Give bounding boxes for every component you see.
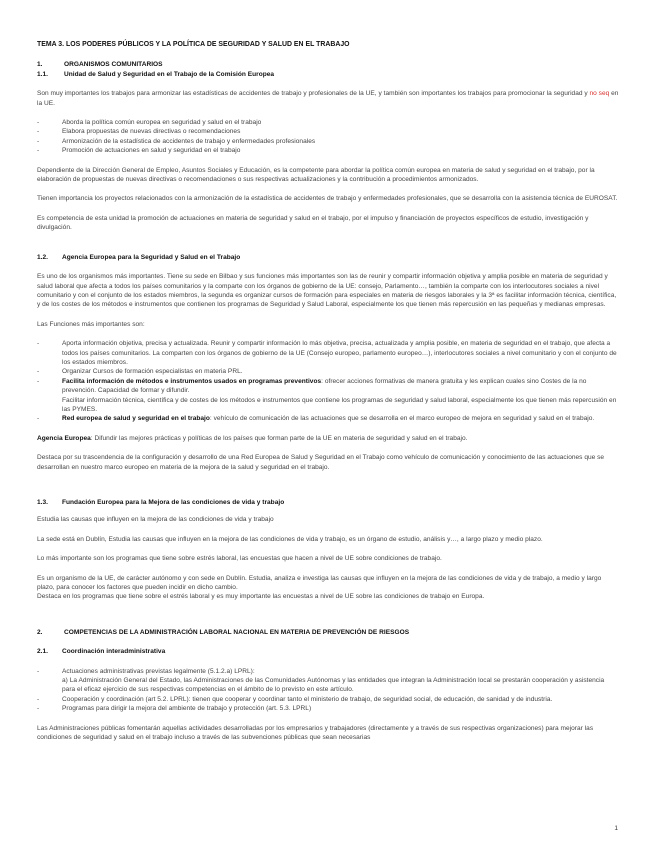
section-number: 1.3. [37, 499, 48, 506]
section-1-1-heading [37, 70, 619, 79]
section-title: Agencia Europea para la Seguridad y Salud en el Trabajo [62, 253, 241, 261]
paragraph: Es un organismo de la UE, de carácter autónomo y con sede en Dublín. Estudia, analiza e investiga las causas que influyen en la mejora de las condiciones de vida y de trabajo, a medio y largo plazo, para conocer los factores que pueden incidir en dicho cambio. [37, 574, 602, 592]
paragraph: Dependiente de la Dirección General de Empleo, Asuntos Sociales y Educación, es la competente para abordar la política común europea en materia de salud y seguridad en el trabajo, por la elaboración de propuestas de nuevas directivas o recomendaciones o sus respectivas actualizaciones y la contribución a procedimientos armonizados. [37, 166, 595, 184]
section-title: Coordinación interadministrativa [62, 648, 166, 656]
paragraph: La sede está en Dublín, Estudia las causas que influyen en la mejora de las condiciones de vida y trabajo, es un órgano de estudio, análisis y…, a largo plazo y medio plazo. [37, 535, 543, 543]
list-item: - Actuaciones administrativas previstas legalmente (5.1.2.a) LPRL): a) La Administración General del Estado, las Administraciones de las Comunidades Autónomas y las entidades que integran la Administración local se prestarán cooperación y asistencia para el eficaz ejercicio de sus respectivas competencias en el ámbito de lo previsto en este artículo. [37, 667, 605, 694]
bullet-list [37, 667, 619, 714]
paragraph: Agencia Europea: Difundir las mejores prácticas y políticas de los países que forman parte de la UE en materia de seguridad y salud en el trabajo. [37, 434, 468, 442]
section-title: Fundación Europea para la Mejora de las condiciones de vida y trabajo [62, 499, 285, 506]
section-1-2-heading [37, 253, 619, 262]
bullet-list [37, 118, 619, 156]
section-title: Unidad de Salud y Seguridad en el Trabajo de la Comisión Europea [64, 70, 275, 78]
paragraph: Las Administraciones públicas fomentarán aquellas actividades desarrolladas por los empresarios y trabajadores (directamente y a través de sus respectivas organizaciones) para mejorar las condiciones de seguridad y salud en el trabajo incluso a través de las subvenciones públicas que sean necesarias [37, 724, 594, 742]
section-number: 1. [37, 61, 43, 69]
paragraph: Las Funciones más importantes son: [37, 320, 145, 328]
list-item: - Cooperación y coordinación (art 5.2. LPRL): tienen que cooperar y coordinar tanto el ministerio de trabajo, de seguridad social, de educación, de sanidad y de industria. [37, 695, 553, 703]
page-number: 1 [614, 825, 618, 832]
list-item: - Elabora propuestas de nuevas directivas o recomendaciones [37, 128, 241, 136]
section-number: 1.1. [37, 70, 48, 78]
paragraph: Destaca por su trascendencia de la configuración y desarrollo de una Red Europea de Salud y Seguridad en el Trabajo como vehículo de comunicación y conocimiento de las actuaciones que se desarrollan en nuestro marco europeo en materia de la mejora de la salud y seguridad en el trabajo. [37, 454, 605, 471]
paragraph: Lo más importante son los programas que tiene sobre estrés laboral, las encuestas que hacen a nivel de UE sobre condiciones de trabajo. [37, 555, 442, 563]
paragraph: Son muy importantes los trabajos para armonizar las estadísticas de accidentes de trabajo y profesionales de la UE, y también son importantes los trabajos para promocionar la seguridad y no seq en la UE. [37, 90, 619, 107]
list-item: - Organizar Cursos de formación especialistas en materia PRL. [37, 368, 243, 376]
section-1-3-heading [37, 498, 619, 507]
list-item: - Armonización de la estadística de accidentes de trabajo y enfermedades profesionales [37, 137, 316, 145]
highlighted-text: no seq [589, 90, 610, 98]
section-number: 2.1. [37, 648, 48, 656]
section-2-1-heading [37, 647, 619, 656]
paragraph: Estudia las causas que influyen en la mejora de las condiciones de vida y trabajo [37, 516, 274, 524]
bullet-list [37, 339, 619, 424]
section-number: 2. [37, 628, 43, 636]
list-item: - Promoción de actuaciones en salud y seguridad en el trabajo [37, 147, 241, 155]
list-item: - Aborda la política común europea en seguridad y salud en el trabajo [37, 119, 262, 127]
section-title: ORGANISMOS COMUNITARIOS [64, 61, 163, 69]
paragraph: Es competencia de esta unidad la promoción de actuaciones en materia de seguridad y salud en el trabajo, por el impulso y financiación de proyectos específicos de estudio, investigación y divulgación. [37, 214, 589, 232]
section-title: COMPETENCIAS DE LA ADMINISTRACIÓN LABORAL NACIONAL EN MATERIA DE PREVENCIÓN DE RIESGOS [64, 628, 410, 636]
list-item: - Programas para dirigir la mejora del ambiente de trabajo y protección (art. 5.3. LPRL) [37, 705, 312, 713]
list-item: - Aporta información objetiva, precisa y actualizada. Reunir y compartir información lo más objetiva, precisa, actualizada y amplia posible, en materia de seguridad en el trabajo, que afecta a todos los países comunitarios. La comparten con los órganos de gobierno de la UE (Consejo europeo, parlamento europeo…), interlocutores sociales a nivel comunitario y con el conjunto de los estados miembros. [37, 340, 617, 366]
paragraph: Es uno de los organismos más importantes. Tiene su sede en Bilbao y sus funciones más importantes son las de reunir y compartir información objetiva y amplia posible en materia de seguridad y salud laboral que afecta a todos los países comunitarios y la comparte con los órganos de gobierno de la UE: consejo, Parlamento…, también la comparte con los interlocutores sociales a nivel comunitario y con el conjunto de los estados miembros, la segunda es organizar cursos de formación para especiales en materia de riesgos laborales y la 3ª es facilitar información técnica, científica, y de los costes de los métodos e instrumentos que contienen los programas de Seguridad y Salud Laboral, especialmente los que tienen más repercusión en las pequeñas y medianas empresas. [37, 273, 617, 309]
list-item: - Facilita información de métodos e instrumentos usados en programas preventivos: ofrecer acciones formativas de manera gratuita y les explican cuales sino Costes de la no prevención. Capacidad de formar y difundir. Facilitar información técnica, científica y de costes de los métodos e instrumentos que contiene los programas de seguridad y salud laboral, especialmente los que tienen más repercusión en las PYMES. [37, 377, 617, 413]
section-1-heading [37, 60, 619, 69]
paragraph: Destaca en los programas que tiene sobre el estrés laboral y es muy importante las encuestas a nivel de UE sobre las condiciones de trabajo en Europa. [37, 593, 485, 601]
document-title: TEMA 3. LOS PODERES PÚBLICOS Y LA POLÍTICA DE SEGURIDAD Y SALUD EN EL TRABAJO [37, 41, 350, 48]
section-2-heading [37, 628, 619, 637]
list-item: - Red europea de salud y seguridad en el trabajo: vehículo de comunicación de las actuaciones que se desarrolla en el marco europeo de mejora en seguridad y salud en el trabajo. [37, 415, 595, 423]
section-number: 1.2. [37, 253, 48, 261]
paragraph: Tienen importancia los proyectos relacionados con la armonización de la estadística de accidentes de trabajo y enfermedades profesionales, que se desarrolla con la asistencia técnica de EUROSAT. [37, 195, 618, 203]
